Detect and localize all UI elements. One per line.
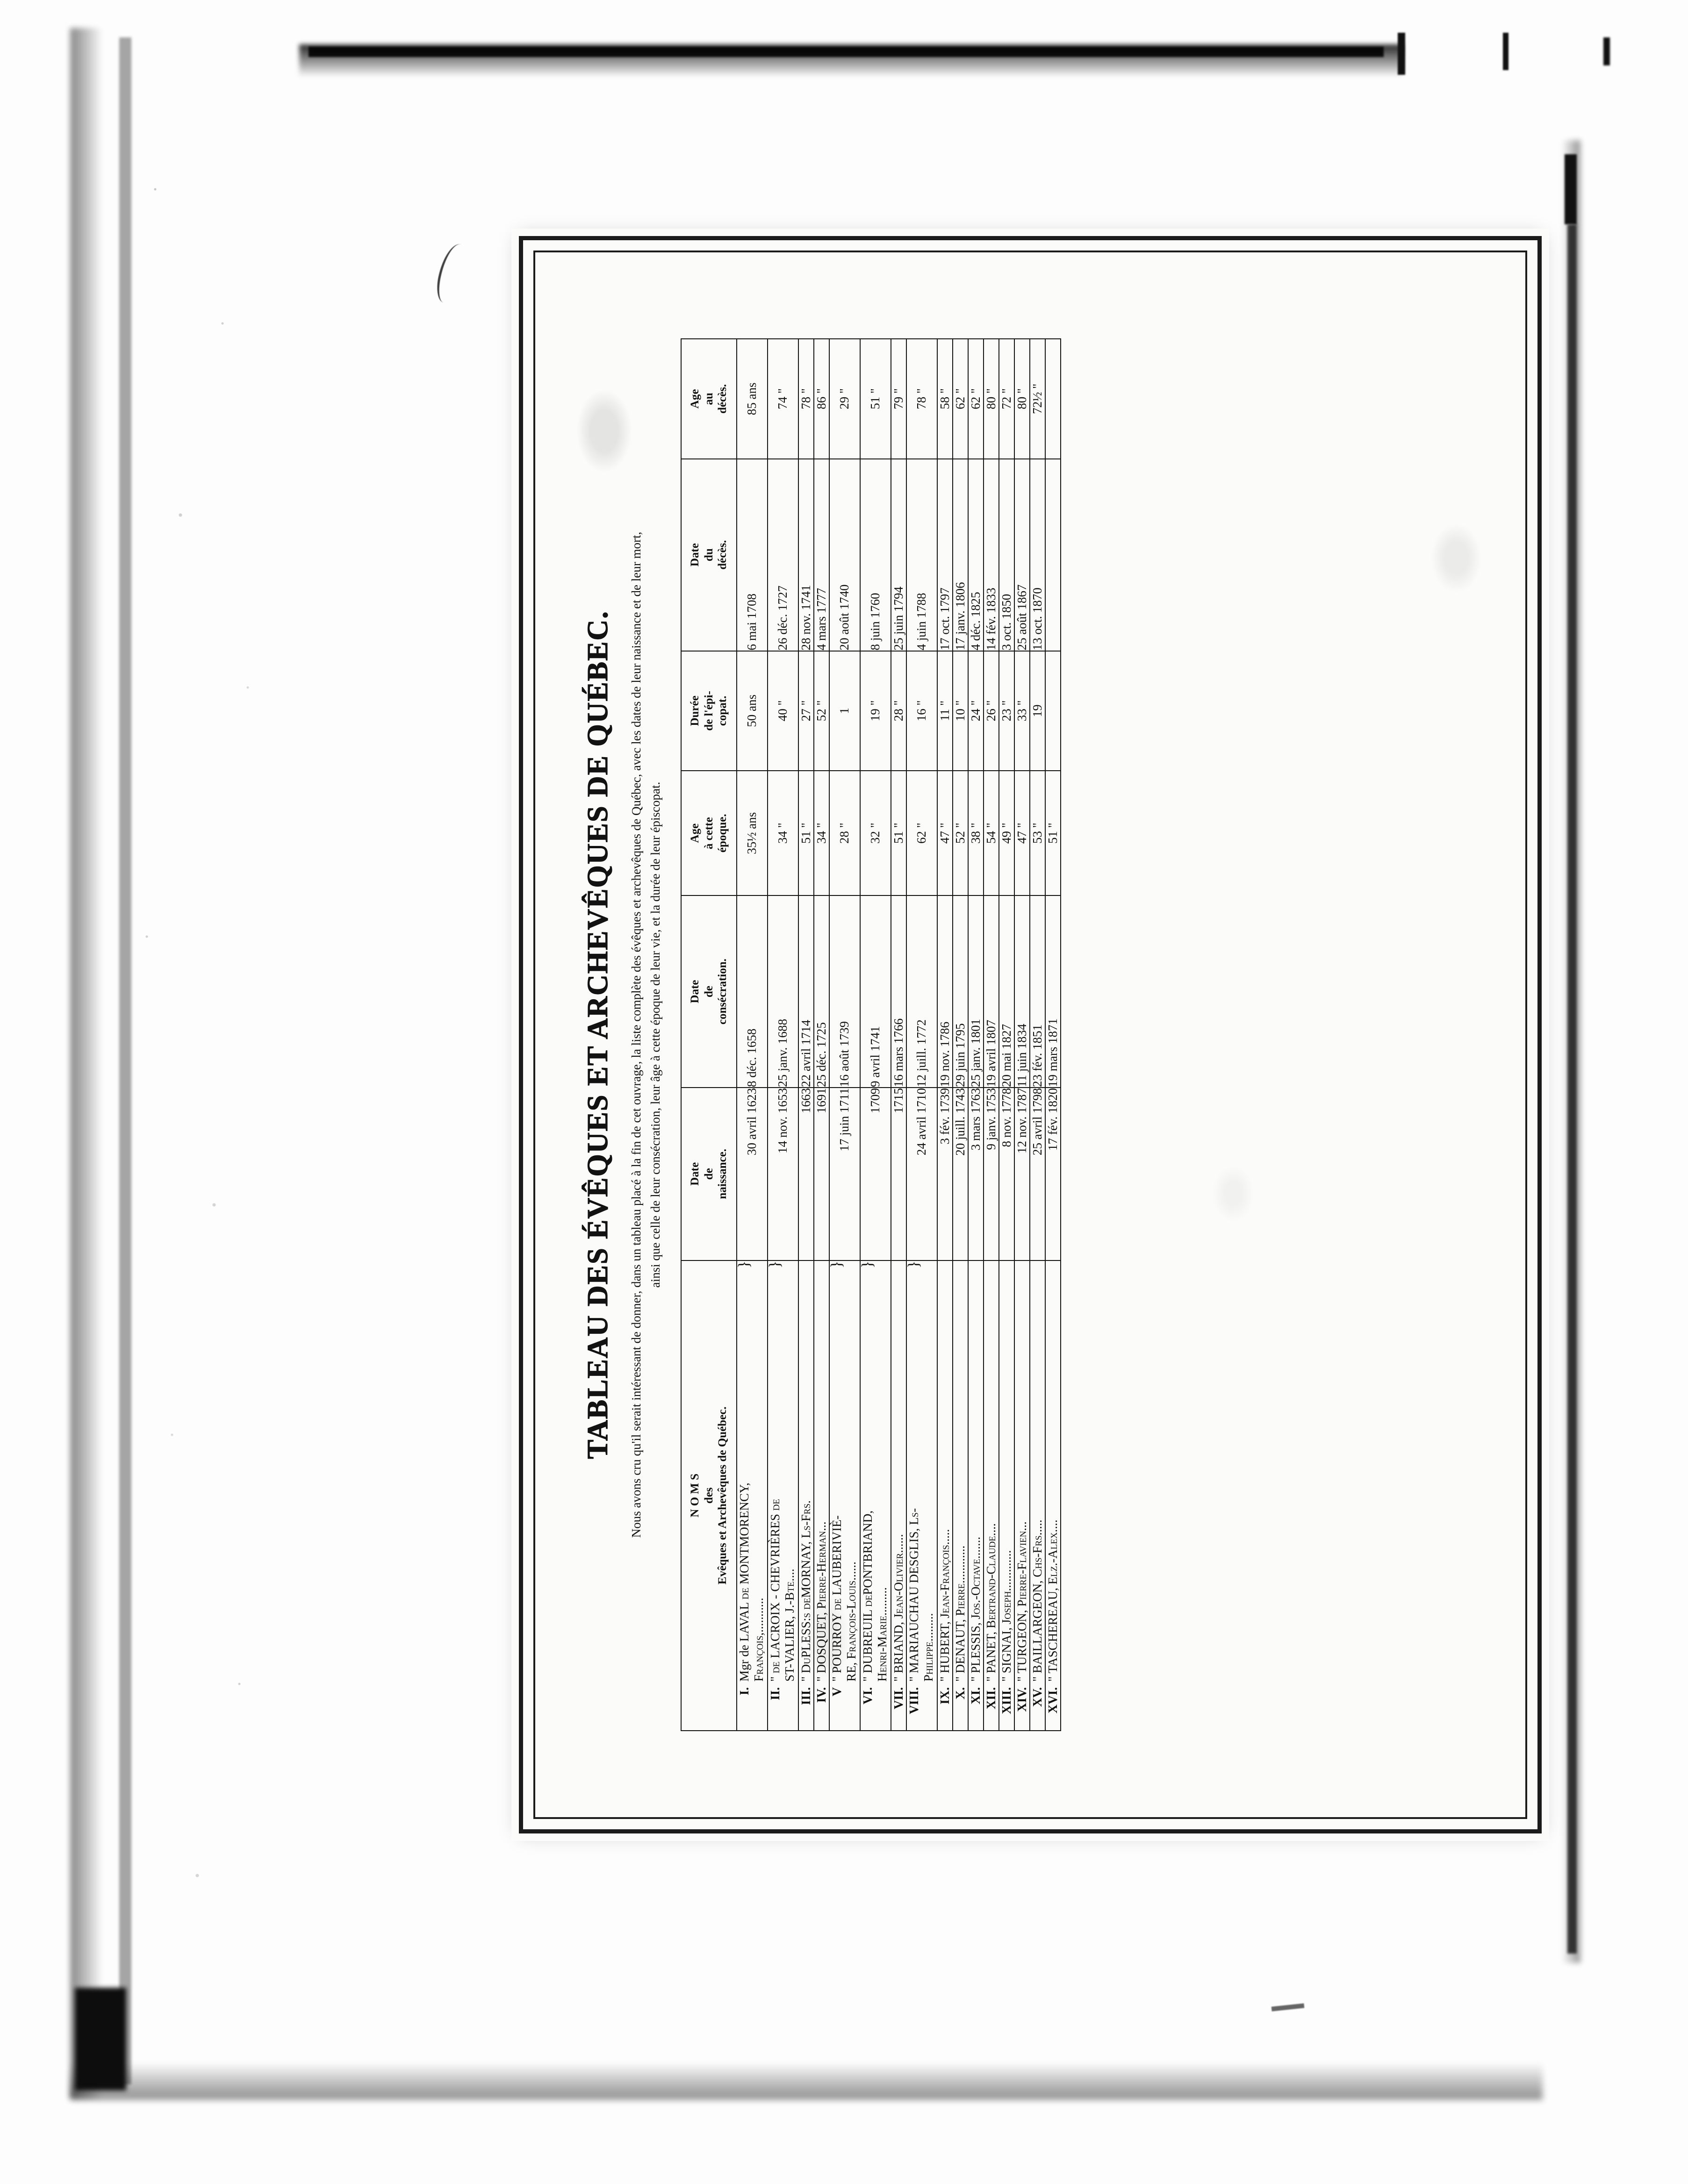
row-numeral: XIII. [999, 1687, 1013, 1714]
column-header-age-death-line2: au [702, 393, 715, 405]
cell-episcopate-duration: 27 " [798, 651, 814, 771]
cell-episcopate-duration: 11 " [937, 651, 953, 771]
bishop-name-continued: RE, François-Louis...... [844, 1561, 858, 1682]
cell-age-at-death: 62 " [953, 339, 968, 459]
row-numeral: VI. [860, 1687, 875, 1704]
cell-age-at-death: 85 ans [737, 339, 768, 459]
cell-birth-date: 1715 [891, 1088, 906, 1260]
table-header [681, 339, 737, 1731]
cell-death-date: 13 oct. 1870 [1030, 459, 1045, 651]
cell-age-at-consecration: 52 " [953, 771, 968, 895]
row-numeral: V [829, 1687, 844, 1697]
cell-episcopate-duration: 19 [1030, 651, 1045, 771]
cell-name [814, 1260, 829, 1731]
cell-death-date: 25 août 1867 [1014, 459, 1030, 651]
row-numeral: VIII. [906, 1687, 921, 1714]
cell-age-at-consecration: 51 " [1045, 771, 1061, 895]
cell-birth-date: 25 avril 1798 [1030, 1088, 1045, 1260]
table-row [768, 339, 783, 1731]
cell-name [737, 1260, 752, 1731]
cell-episcopate-duration: 19 " [860, 651, 891, 771]
cell-consecration-date: 12 juill. 1772 [906, 895, 937, 1088]
row-prefix: Mgr de [737, 1641, 751, 1682]
cell-death-date [1045, 459, 1061, 651]
cell-age-at-death [1045, 339, 1061, 459]
column-header-death-line1: Date [689, 543, 701, 567]
cell-age-at-consecration: 51 " [891, 771, 906, 895]
row-prefix: " [937, 1673, 952, 1682]
table-row [937, 339, 953, 1731]
bishop-name: TURGEON, Pierre-Flavien... [1014, 1521, 1029, 1674]
bishop-name: DuPLESS:s deMORNAY, Ls-Frs. [798, 1500, 813, 1674]
cell-age-at-consecration: 49 " [999, 771, 1014, 895]
row-numeral: III. [798, 1687, 813, 1705]
column-header-consecration [681, 895, 737, 1088]
cell-consecration-date: 25 janv. 1688 [768, 895, 798, 1088]
row-numeral: XVI. [1045, 1687, 1060, 1714]
row-prefix: " [1045, 1673, 1060, 1682]
column-header-consecration-line1: Date [689, 980, 701, 1003]
cell-age-at-consecration: 38 " [968, 771, 984, 895]
row-brace: } [735, 1260, 753, 1268]
bishop-name-continued: Philippe......... [921, 1613, 935, 1682]
column-header-birth-line3: naissance. [716, 1149, 729, 1199]
column-header-age-consecration-line2: à cette [702, 817, 715, 850]
column-header-death [681, 459, 737, 651]
column-header-duration-line3: copat. [716, 695, 729, 726]
cell-age-at-death: 29 " [829, 339, 860, 459]
scan-black-blob-bottom-left [75, 1988, 126, 2091]
row-numeral: XIV. [1014, 1687, 1029, 1712]
bishop-name: POURROY de LAUBERIVIÈ- [829, 1515, 844, 1674]
cell-age-at-death: 58 " [937, 339, 953, 459]
bishop-name: TASCHEREAU, Elz.-Alex.... [1045, 1519, 1060, 1674]
row-prefix: " [1014, 1673, 1029, 1682]
cell-name-continued [783, 1260, 798, 1731]
cell-name [1045, 1260, 1061, 1731]
table-body [737, 339, 1061, 1731]
scan-black-mark-right [1567, 224, 1577, 1954]
row-prefix: " [999, 1673, 1013, 1682]
cell-age-at-consecration: 35½ ans [737, 771, 768, 895]
cell-episcopate-duration: 23 " [999, 651, 1014, 771]
cell-name-continued [752, 1260, 768, 1731]
row-prefix: " [798, 1673, 813, 1682]
cell-consecration-date: 23 fév. 1851 [1030, 895, 1045, 1088]
table-row [999, 339, 1014, 1731]
column-header-birth-line2: de [702, 1168, 715, 1180]
cell-age-at-death: 80 " [1014, 339, 1030, 459]
table-header-row [681, 339, 737, 1731]
cell-consecration-date: 19 avril 1807 [984, 895, 999, 1088]
row-numeral: X. [953, 1687, 967, 1700]
row-prefix: " [829, 1673, 844, 1682]
cell-birth-date: 3 fév. 1739 [937, 1088, 953, 1260]
bishops-table [681, 338, 1061, 1731]
cell-death-date: 4 mars 1777 [814, 459, 829, 651]
cell-death-date: 6 mai 1708 [737, 459, 768, 651]
cell-consecration-date: 9 avril 1741 [860, 895, 891, 1088]
cell-name [937, 1260, 953, 1731]
scan-tick-mark-c [1603, 37, 1610, 65]
cell-age-at-consecration: 34 " [768, 771, 798, 895]
cell-consecration-date: 16 mars 1766 [891, 895, 906, 1088]
column-header-names-line1: N O M S [689, 1473, 701, 1518]
cell-name [891, 1260, 906, 1731]
cell-consecration-date: 19 nov. 1786 [937, 895, 953, 1088]
column-header-death-line2: du [702, 548, 715, 562]
table-row [906, 339, 921, 1731]
row-brace: } [905, 1260, 922, 1268]
cell-name [953, 1260, 968, 1731]
cell-episcopate-duration: 10 " [953, 651, 968, 771]
cell-age-at-consecration: 32 " [860, 771, 891, 895]
cell-age-at-death: 79 " [891, 339, 906, 459]
row-numeral: XI. [968, 1687, 983, 1704]
cell-death-date: 4 déc. 1825 [968, 459, 984, 651]
table-row [891, 339, 906, 1731]
table-row [953, 339, 968, 1731]
scan-shadow-left [70, 28, 103, 2098]
bishop-name: DUBREUIL dePONTBRIAND, [860, 1510, 875, 1674]
bishop-name: de LACROIX - CHEVRIÈRES de [768, 1499, 782, 1674]
row-numeral: XII. [984, 1687, 998, 1710]
cell-birth-date: 24 avril 1710 [906, 1088, 937, 1260]
page-title: TABLEAU DES ÉVÊQUES ET ARCHEVÊQUES DE QUÉBEC. [582, 610, 614, 1459]
cell-birth-date: 14 nov. 1653 [768, 1088, 798, 1260]
row-numeral: IX. [937, 1687, 952, 1704]
table-row [1014, 339, 1030, 1731]
cell-consecration-date: 22 avril 1714 [798, 895, 814, 1088]
cell-episcopate-duration: 26 " [984, 651, 999, 771]
cell-age-at-consecration: 34 " [814, 771, 829, 895]
cell-birth-date: 3 mars 1763 [968, 1088, 984, 1260]
row-prefix: " [906, 1673, 921, 1682]
column-header-names [681, 1260, 737, 1731]
cell-birth-date: 8 nov. 1778 [999, 1088, 1014, 1260]
column-header-names-line2: des [702, 1487, 715, 1504]
table-row [984, 339, 999, 1731]
cell-name [1030, 1260, 1045, 1731]
cell-episcopate-duration: 24 " [968, 651, 984, 771]
scan-shadow-bottom [70, 2062, 1543, 2100]
cell-age-at-death: 78 " [798, 339, 814, 459]
cell-birth-date: 1709 [860, 1088, 891, 1260]
cell-age-at-consecration: 53 " [1030, 771, 1045, 895]
stray-pen-mark [433, 241, 471, 306]
table-row [968, 339, 984, 1731]
column-header-age-death-line1: Age [689, 389, 701, 409]
cell-age-at-consecration: 54 " [984, 771, 999, 895]
cell-consecration-date: 11 juin 1834 [1014, 895, 1030, 1088]
cell-death-date: 4 juin 1788 [906, 459, 937, 651]
rotated-content-wrapper [558, 280, 1502, 1790]
row-prefix: " [814, 1673, 828, 1682]
cell-birth-date: 17 fév. 1820 [1045, 1088, 1061, 1260]
cell-age-at-consecration: 47 " [1014, 771, 1030, 895]
cell-consecration-date: 19 mars 1871 [1045, 895, 1061, 1088]
cell-age-at-consecration: 51 " [798, 771, 814, 895]
cell-consecration-date: 25 déc. 1725 [814, 895, 829, 1088]
cell-name [906, 1260, 921, 1731]
cell-consecration-date: 25 janv. 1801 [968, 895, 984, 1088]
scan-speckle-noise [122, 93, 290, 2010]
table-row [737, 339, 752, 1731]
cell-death-date: 25 juin 1794 [891, 459, 906, 651]
bishop-name: DENAUT, Pierre............ [953, 1545, 967, 1674]
row-numeral: XV. [1030, 1687, 1044, 1707]
cell-age-at-death: 86 " [814, 339, 829, 459]
cell-age-at-death: 72 " [999, 339, 1014, 459]
bishop-name: MARIAUCHAU DESGLIS, Ls- [906, 1508, 921, 1674]
cell-name [860, 1260, 875, 1731]
cell-consecration-date: 16 août 1739 [829, 895, 860, 1088]
cell-episcopate-duration: 28 " [891, 651, 906, 771]
table-row [1045, 339, 1061, 1731]
cell-age-at-death: 80 " [984, 339, 999, 459]
row-prefix: " [968, 1673, 983, 1682]
cell-name [984, 1260, 999, 1731]
bishop-name-continued: Henri-Marie......... [875, 1587, 889, 1682]
bishop-name: PANET, Bertrand-Claude.... [984, 1523, 998, 1674]
row-numeral: IV. [814, 1687, 828, 1703]
scan-tick-mark-b [1503, 33, 1508, 70]
column-header-age-consecration [681, 771, 737, 895]
cell-age-at-death: 78 " [906, 339, 937, 459]
table-row [829, 339, 844, 1731]
column-header-age-consecration-line1: Age [689, 823, 701, 843]
row-brace: } [827, 1260, 845, 1268]
cell-age-at-death: 51 " [860, 339, 891, 459]
bishop-name: DOSQUET, Pierre-Herman... [814, 1521, 828, 1674]
cell-name [798, 1260, 814, 1731]
row-prefix: " [891, 1673, 905, 1682]
cell-name [829, 1260, 844, 1731]
cell-age-at-death: 62 " [968, 339, 984, 459]
row-brace: } [766, 1260, 783, 1268]
column-header-duration-line1: Durée [689, 695, 701, 726]
cell-age-at-consecration: 28 " [829, 771, 860, 895]
row-prefix: " [768, 1673, 782, 1682]
cell-birth-date: 12 nov. 1787 [1014, 1088, 1030, 1260]
cell-birth-date: 17 juin 1711 [829, 1088, 860, 1260]
cell-death-date: 28 nov. 1741 [798, 459, 814, 651]
cell-birth-date: 30 avril 1623 [737, 1088, 768, 1260]
bishop-name-continued: ST-VALIER, J.-Bte.... [782, 1568, 797, 1682]
cell-name-continued [844, 1260, 860, 1731]
bishop-name: LAVAL de MONTMORENCY, [737, 1482, 751, 1642]
row-numeral: I. [737, 1687, 751, 1696]
cell-consecration-date: 20 mai 1827 [999, 895, 1014, 1088]
cell-consecration-date: 8 déc. 1658 [737, 895, 768, 1088]
column-header-death-line3: décès. [716, 540, 729, 570]
column-header-names-line3: Evêques et Archevêques de Québec. [716, 1406, 729, 1585]
stray-ink-mark [1271, 2003, 1305, 2011]
row-brace: } [858, 1260, 876, 1268]
cell-age-at-death: 74 " [768, 339, 798, 459]
bishop-name: PLESSIS, Jos.-Octave....... [968, 1537, 983, 1674]
column-header-birth-line1: Date [689, 1162, 701, 1186]
cell-name [768, 1260, 783, 1731]
table-row [814, 339, 829, 1731]
cell-death-date: 17 oct. 1797 [937, 459, 953, 651]
row-prefix: " [1030, 1673, 1044, 1682]
cell-name [999, 1260, 1014, 1731]
column-header-duration-line2: de l'épi- [702, 691, 715, 731]
table-row [798, 339, 814, 1731]
bishop-name: BAILLARGEON, Chs-Frs..... [1030, 1519, 1044, 1674]
scan-black-bar-top [309, 47, 1384, 57]
row-prefix: " [953, 1673, 967, 1682]
row-numeral: VII. [891, 1687, 905, 1710]
scan-black-mark-right-upper [1565, 154, 1577, 224]
cell-name [968, 1260, 984, 1731]
cell-consecration-date: 29 juin 1795 [953, 895, 968, 1088]
column-header-duration [681, 651, 737, 771]
column-header-consecration-line2: de [702, 986, 715, 998]
cell-episcopate-duration: 50 ans [737, 651, 768, 771]
intro-paragraph: Nous avons cru qu'il serait intéressant de donner, dans un tableau placé à la fin de cet ouvrage, la liste complète des évêques et archevêques de Québec, avec les dates de leur naissance et de leur mort, ainsi que celle de leur consécration, leur âge à cette époque de leur vie, et la durée de leur épiscopat. [629, 531, 662, 1538]
cell-death-date: 17 janv. 1806 [953, 459, 968, 651]
cell-birth-date: 1663 [798, 1088, 814, 1260]
document-body [558, 280, 1502, 1790]
cell-death-date: 26 déc. 1727 [768, 459, 798, 651]
cell-episcopate-duration [1045, 651, 1061, 771]
bishop-name: BRIAND, Jean-Olivier...... [891, 1534, 905, 1674]
cell-episcopate-duration: 40 " [768, 651, 798, 771]
cell-death-date: 8 juin 1760 [860, 459, 891, 651]
column-header-age-death-line3: décès. [716, 384, 729, 414]
row-numeral: II. [768, 1687, 782, 1700]
cell-name-continued [921, 1260, 937, 1731]
table-row [860, 339, 875, 1731]
cell-age-at-consecration: 47 " [937, 771, 953, 895]
column-header-birth [681, 1088, 737, 1260]
bishop-name: HUBERT, Jean-François..... [937, 1529, 952, 1674]
cell-episcopate-duration: 52 " [814, 651, 829, 771]
cell-episcopate-duration: 33 " [1014, 651, 1030, 771]
column-header-consecration-line3: consécration. [716, 959, 729, 1025]
scan-tick-mark-a [1398, 33, 1405, 75]
bishop-name: SIGNAI, Joseph............. [999, 1550, 1013, 1674]
cell-death-date: 14 fév. 1833 [984, 459, 999, 651]
column-header-age-death [681, 339, 737, 459]
cell-episcopate-duration: 16 " [906, 651, 937, 771]
cell-death-date: 3 oct. 1850 [999, 459, 1014, 651]
column-header-age-consecration-line3: époque. [716, 814, 729, 853]
cell-age-at-death: 72½ " [1030, 339, 1045, 459]
row-prefix: " [860, 1673, 875, 1682]
table-plate [519, 236, 1542, 1833]
cell-episcopate-duration: 1 [829, 651, 860, 771]
cell-birth-date: 1691 [814, 1088, 829, 1260]
bishop-name-continued: François,........... [751, 1597, 766, 1682]
cell-birth-date: 20 juill. 1743 [953, 1088, 968, 1260]
row-prefix: " [984, 1673, 998, 1682]
cell-name [1014, 1260, 1030, 1731]
table-row [1030, 339, 1045, 1731]
cell-birth-date: 9 janv. 1753 [984, 1088, 999, 1260]
cell-name-continued [875, 1260, 891, 1731]
cell-death-date: 20 août 1740 [829, 459, 860, 651]
cell-age-at-consecration: 62 " [906, 771, 937, 895]
